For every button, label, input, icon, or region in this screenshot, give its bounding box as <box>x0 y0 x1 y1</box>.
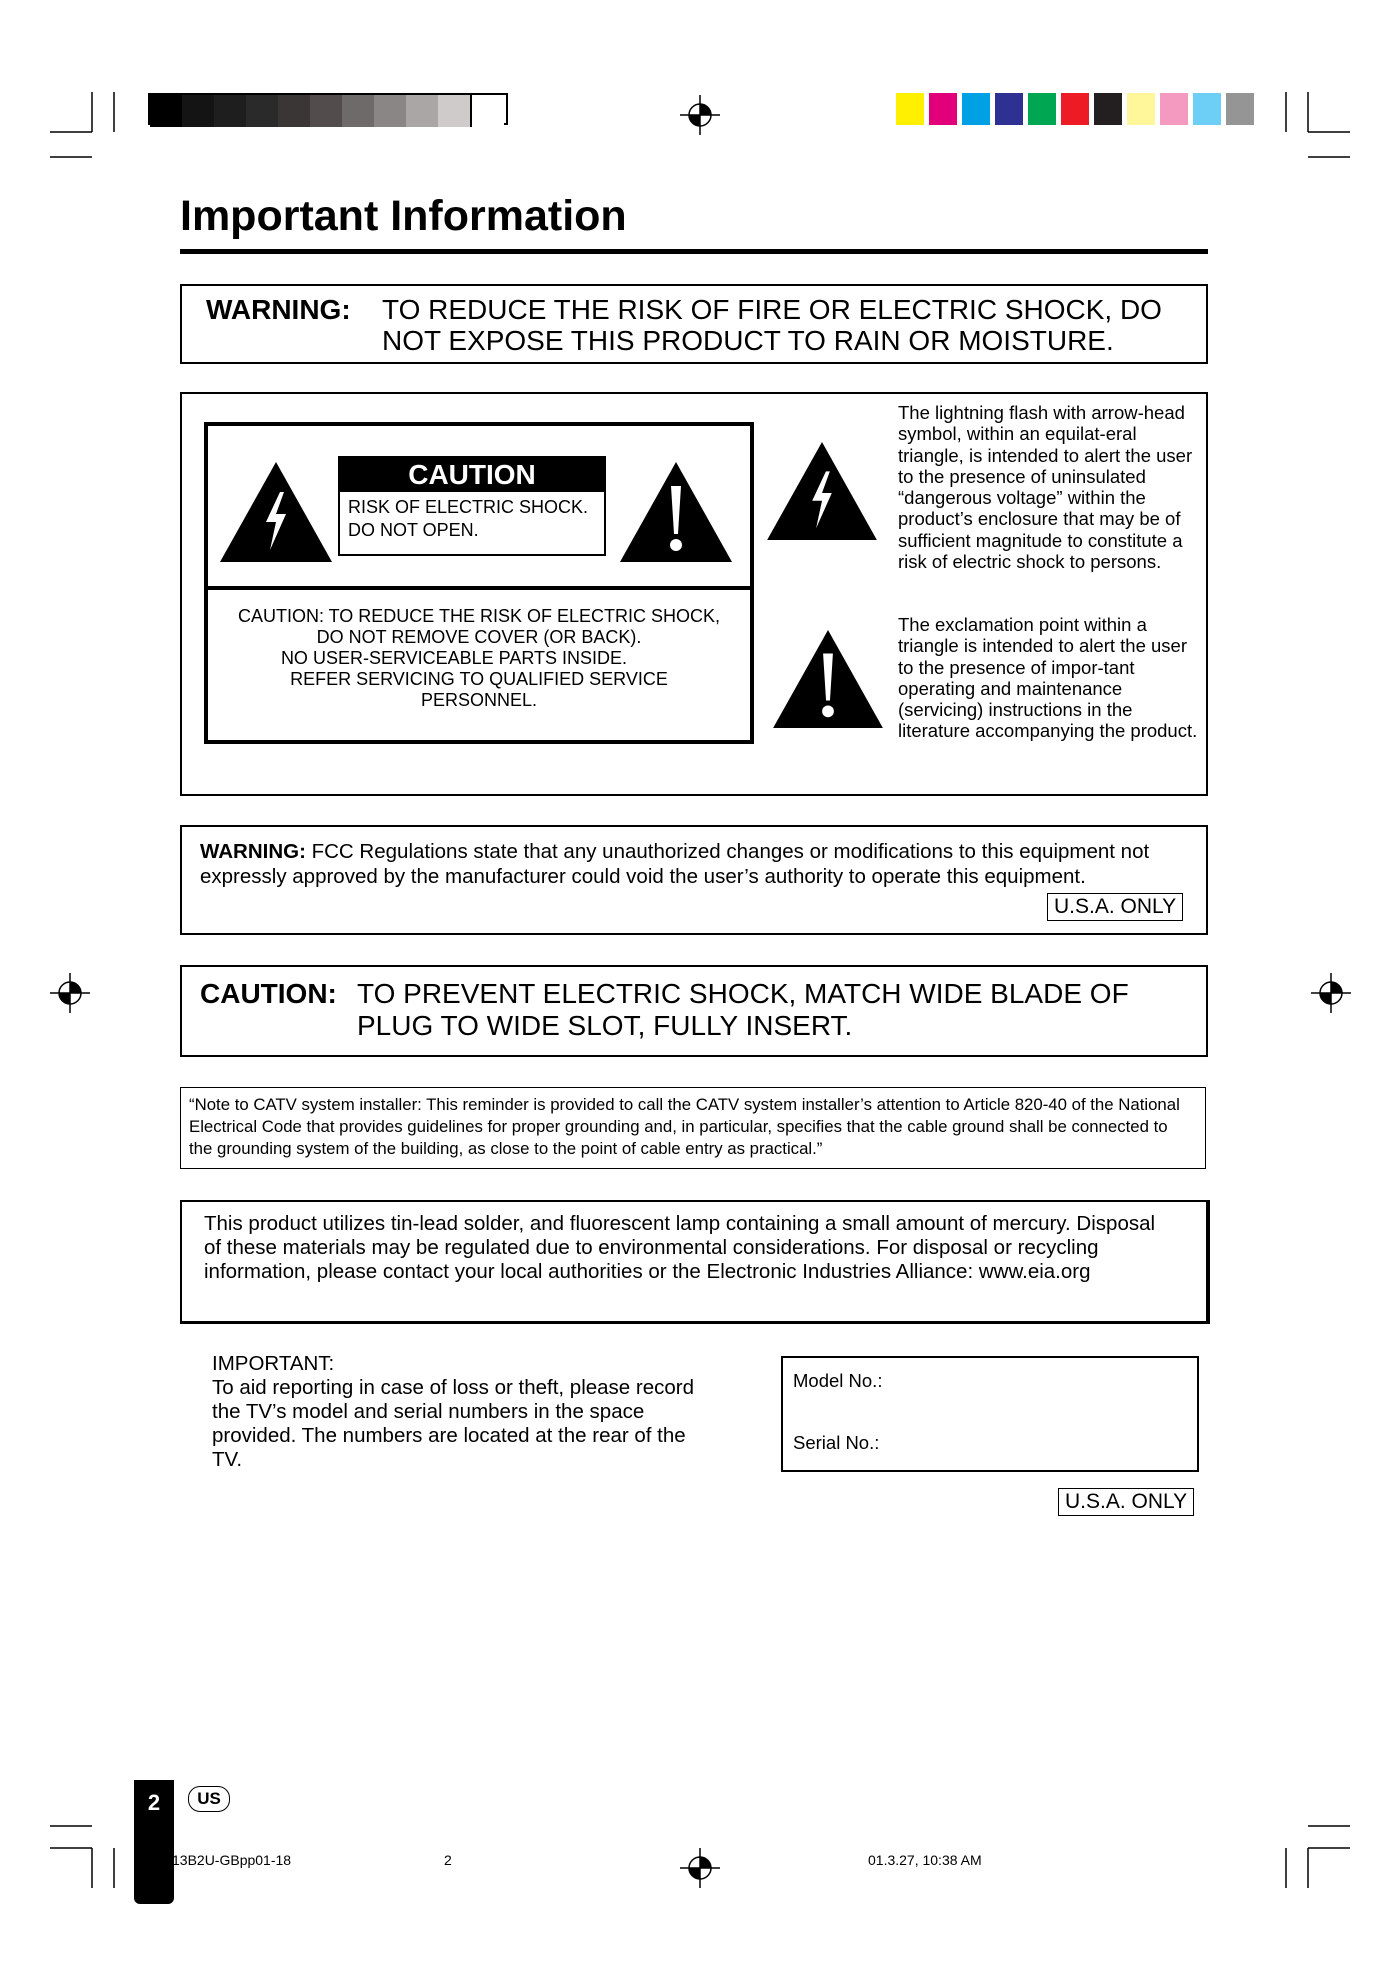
warning-moisture-box <box>180 284 1208 364</box>
important-note <box>212 1352 702 1472</box>
caution-plug-box <box>180 965 1208 1057</box>
page-number-tab <box>134 1780 174 1904</box>
mercury-note-box <box>180 1200 1210 1324</box>
calibration-swatch <box>214 95 246 127</box>
page-number: 2 <box>147 1790 161 1815</box>
calibration-swatch <box>1160 93 1188 125</box>
calibration-swatch <box>470 95 504 127</box>
warning-label: WARNING: <box>206 294 351 325</box>
serial-record-box <box>781 1356 1199 1472</box>
calibration-swatch <box>1028 93 1056 125</box>
exclamation-triangle-icon <box>620 462 732 562</box>
calibration-swatch <box>1061 93 1089 125</box>
calibration-swatch <box>182 95 214 127</box>
usa-only-tag: U.S.A. ONLY <box>1047 893 1183 921</box>
mercury-note-text: This product utilizes tin-lead solder, and fluorescent lamp containing a small amount of mercury. Disposal of these materials may be regulated due to environmental considerations. For disposal or recycling information, please contact your local authorities or the Electronic Industries Alliance: www.eia.org <box>204 1212 1156 1283</box>
calibration-swatch <box>929 93 957 125</box>
caution-bottom-line-2: DO NOT REMOVE COVER (OR BACK). <box>316 627 642 647</box>
caution-label-graphic <box>204 422 754 744</box>
calibration-swatch <box>406 95 438 127</box>
caution-bottom-line-4: REFER SERVICING TO QUALIFIED SERVICE <box>290 669 668 689</box>
calibration-swatch <box>342 95 374 127</box>
calibration-swatch <box>896 93 924 125</box>
calibration-swatch <box>150 95 182 127</box>
calibration-swatch <box>1226 93 1254 125</box>
caution-plug-text: TO PREVENT ELECTRIC SHOCK, MATCH WIDE BLADE OF PLUG TO WIDE SLOT, FULLY INSERT. <box>357 978 1129 1041</box>
catv-note-text: “Note to CATV system installer: This reminder is provided to call the CATV system installer’s attention to Article 820-40 of the National Electrical Code that provides guidelines for proper grounding and, in particular, specifies that the cable ground shall be connected to the grounding system of the building, as close to the point of cable entry as practical.” <box>189 1095 1180 1158</box>
safety-symbols-panel <box>180 392 1208 796</box>
caution-bottom-line-5: PERSONNEL. <box>420 690 538 710</box>
fcc-warning-body: FCC Regulations state that any unauthorized changes or modifications to this equipment not expressly approved by the manufacturer could void the user’s authority to operate this equipment. <box>200 840 1150 888</box>
caution-line-1: RISK OF ELECTRIC SHOCK. <box>348 497 589 517</box>
caution-plug-label: CAUTION: <box>200 978 337 1009</box>
calibration-swatch <box>1193 93 1221 125</box>
serial-number-label: Serial No.: <box>793 1432 880 1453</box>
important-heading: IMPORTANT: <box>212 1352 335 1375</box>
exclamation-symbol-icon <box>772 630 884 728</box>
caution-divider <box>208 586 750 590</box>
gray-calibration-bar <box>148 93 508 125</box>
calibration-swatch <box>374 95 406 127</box>
fcc-warning-text <box>200 839 1175 889</box>
caution-line-2: DO NOT OPEN. <box>348 520 479 540</box>
region-badge: US <box>188 1786 230 1812</box>
title-rule <box>180 249 1208 254</box>
calibration-swatch <box>438 95 470 127</box>
page-title: Important Information <box>180 192 627 240</box>
important-text: To aid reporting in case of loss or theft, please record the TV’s model and serial numbers in the space provided. The numbers are located at the rear of the TV. <box>212 1376 695 1471</box>
exclamation-description: The exclamation point within a triangle is intended to alert the user to the presence of impor-tant operating and maintenance (servicing) instructions in the literature accompanying the product. <box>898 614 1198 742</box>
caution-bottom-line-3: NO USER-SERVICEABLE PARTS INSIDE. <box>280 648 628 668</box>
fcc-warning-label: WARNING: <box>200 840 306 863</box>
color-calibration-bar <box>896 93 1256 125</box>
calibration-swatch <box>995 93 1023 125</box>
calibration-swatch <box>962 93 990 125</box>
footer-timestamp: 01.3.27, 10:38 AM <box>868 1852 982 1868</box>
calibration-swatch <box>310 95 342 127</box>
lightning-triangle-icon <box>220 462 332 562</box>
caution-bottom-line-1: CAUTION: TO REDUCE THE RISK OF ELECTRIC SHOCK, <box>237 606 721 626</box>
usa-only-tag-2: U.S.A. ONLY <box>1058 1488 1194 1516</box>
lightning-symbol-icon <box>766 442 878 540</box>
lightning-description: The lightning flash with arrow-head symbol, within an equilat-eral triangle, is intended to alert the user to the presence of uninsulated “dangerous voltage” within the product’s enclosure that may be of sufficient magnitude to constitute a risk of electric shock to persons. <box>898 402 1193 573</box>
calibration-swatch <box>1127 93 1155 125</box>
fcc-warning-box <box>180 825 1208 935</box>
catv-note-box <box>180 1087 1206 1169</box>
caution-heading: CAUTION <box>340 458 604 492</box>
calibration-swatch <box>1094 93 1122 125</box>
warning-text: TO REDUCE THE RISK OF FIRE OR ELECTRIC SHOCK, DO NOT EXPOSE THIS PRODUCT TO RAIN OR MOISTURE. <box>382 294 1162 356</box>
footer-page: 2 <box>444 1852 452 1868</box>
calibration-swatch <box>246 95 278 127</box>
calibration-swatch <box>278 95 310 127</box>
model-number-label: Model No.: <box>793 1370 883 1391</box>
caution-inner-box <box>338 456 606 556</box>
footer-file: 13B2U-GBpp01-18 <box>172 1852 292 1868</box>
